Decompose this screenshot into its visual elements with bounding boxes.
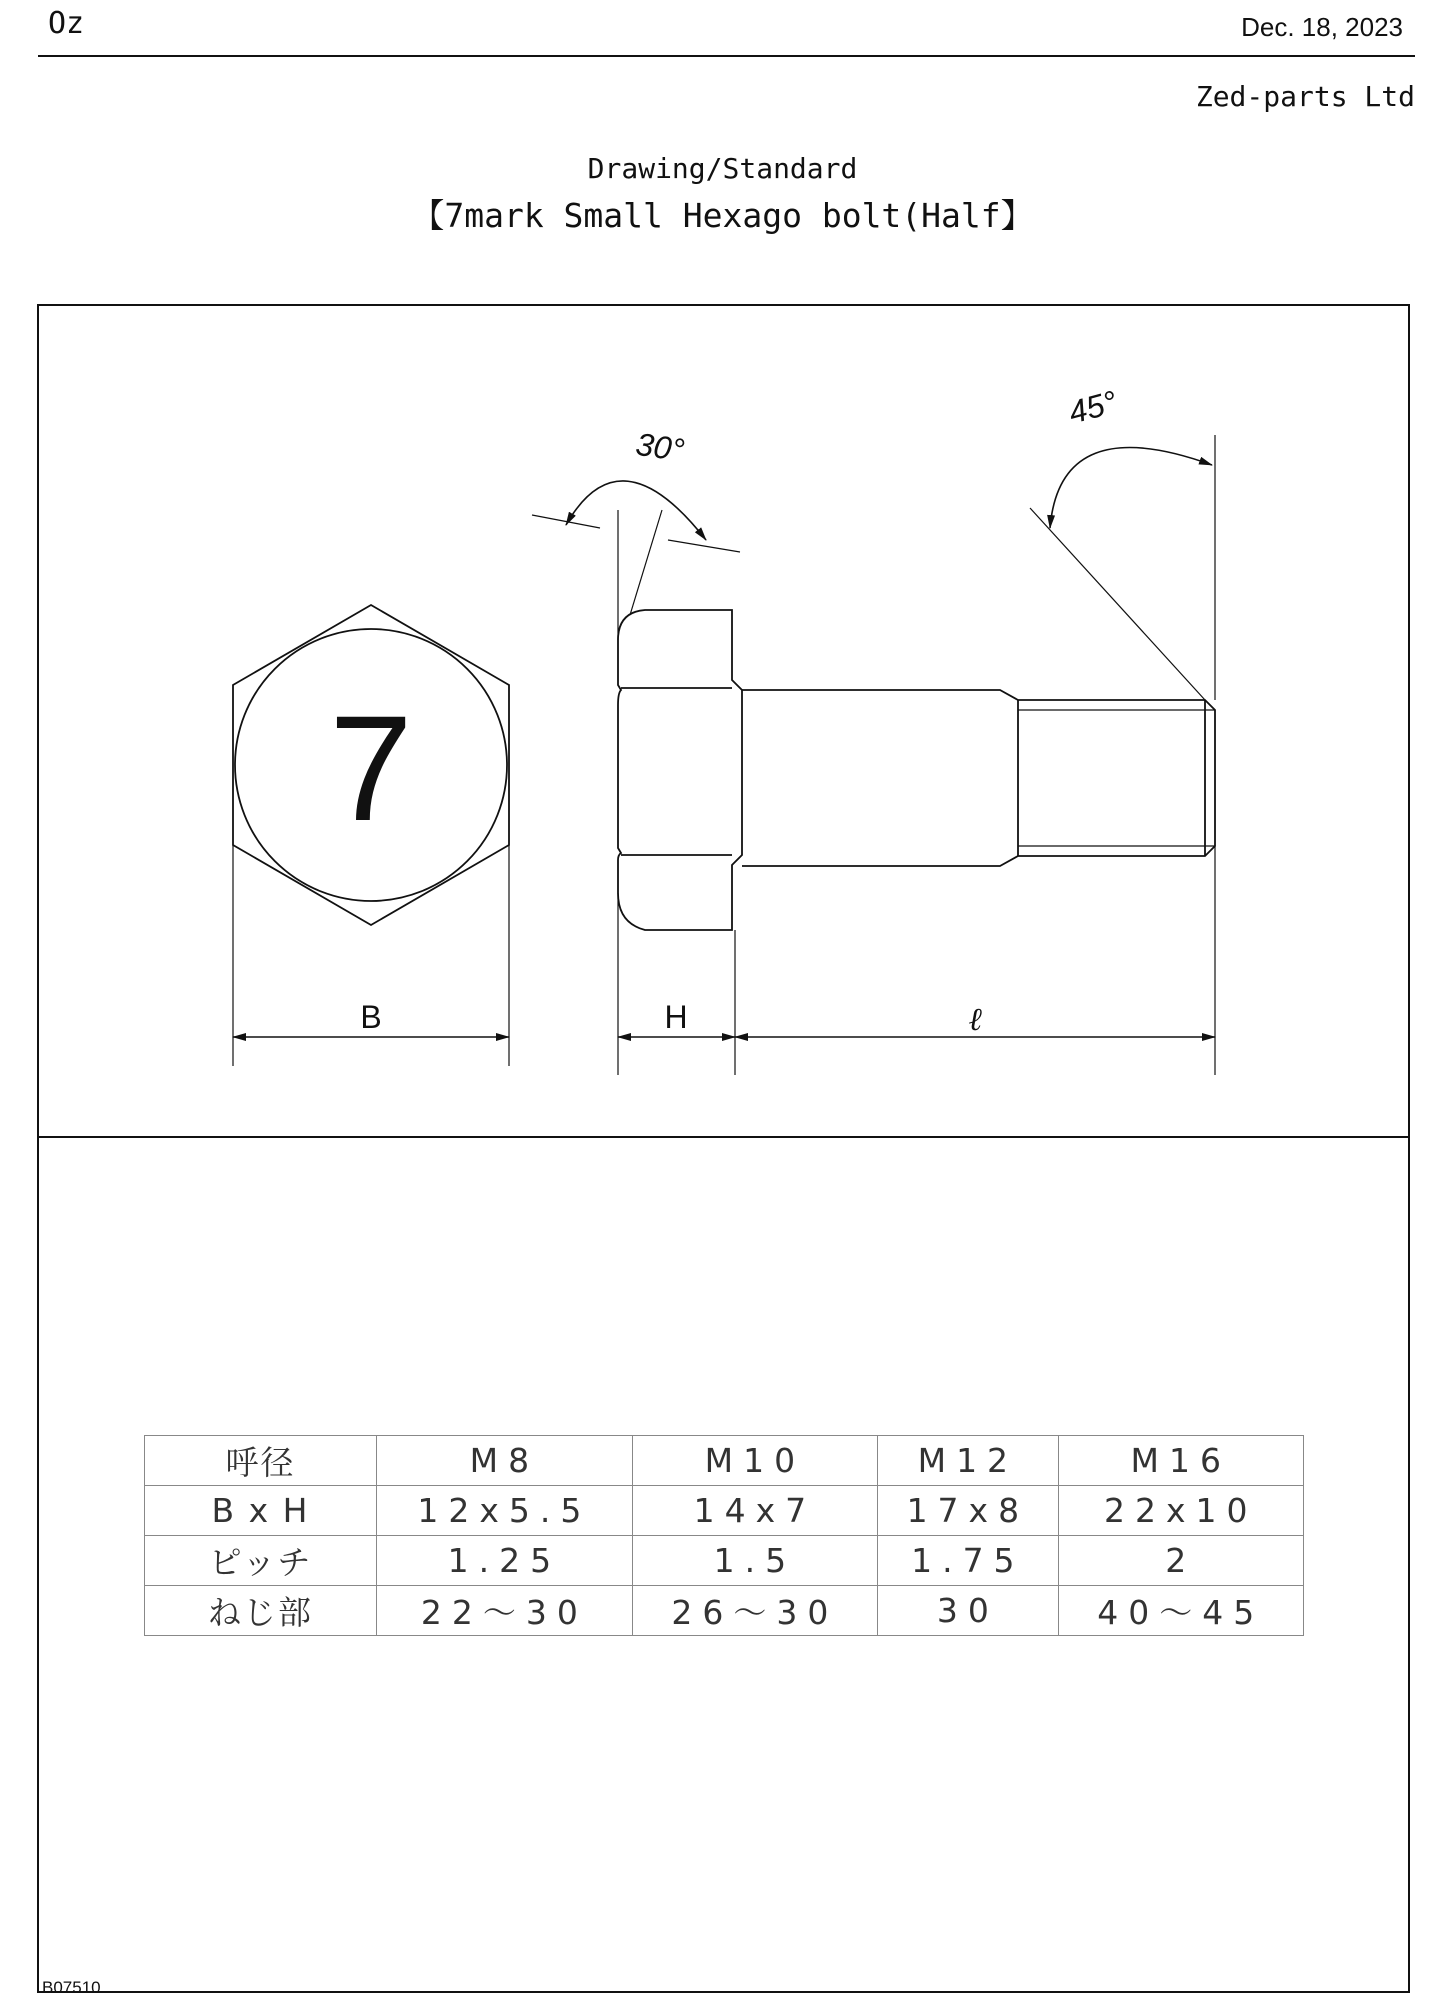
table-cell: 14x7 [632, 1486, 877, 1536]
table-cell: 12x5.5 [377, 1486, 633, 1536]
table-cell: M12 [878, 1436, 1058, 1486]
row-label: ねじ部 [145, 1586, 377, 1636]
row-label: ピッチ [145, 1536, 377, 1586]
title-line-2: 【7mark Small Hexago bolt(Half】 [411, 196, 1034, 235]
header-left-text: Oz [48, 6, 85, 41]
table-cell: 17x8 [878, 1486, 1058, 1536]
table-cell: 2 [1058, 1536, 1303, 1586]
table-cell: 22～30 [377, 1586, 633, 1636]
table-row [145, 1536, 1304, 1586]
drawing-code: B07510 [42, 1978, 101, 1997]
angle-45-arc [1050, 448, 1212, 528]
table-cell: M10 [632, 1436, 877, 1486]
angle-30-label: 30° [633, 425, 687, 469]
header-date: Dec. 18, 2023 [1241, 12, 1403, 42]
table-cell: M16 [1058, 1436, 1303, 1486]
table-cell: 26～30 [632, 1586, 877, 1636]
bolt-shank [742, 690, 1215, 866]
table-cell: M8 [377, 1436, 633, 1486]
table-row [145, 1586, 1304, 1636]
table-cell: 1.25 [377, 1536, 633, 1586]
row-label: 呼径 [145, 1436, 377, 1486]
table-cell: 1.5 [632, 1536, 877, 1586]
table-cell: 22x10 [1058, 1486, 1303, 1536]
table-cell: 30 [878, 1586, 1058, 1636]
table-row [145, 1486, 1304, 1536]
title-line-1: Drawing/Standard [587, 152, 858, 185]
company-name: Zed-parts Ltd [1195, 80, 1415, 113]
table-row [145, 1436, 1304, 1486]
dim-l-label: ℓ [968, 1000, 982, 1038]
bolt-head-side [618, 610, 742, 930]
dim-h-label: H [664, 999, 688, 1035]
angle-45-label: 45° [1064, 383, 1121, 431]
dim-b-label: B [360, 999, 382, 1035]
row-label: B x H [145, 1486, 377, 1536]
angle-30-arc [566, 481, 706, 540]
head-mark-7: 7 [329, 684, 413, 852]
spec-table [144, 1435, 1304, 1636]
table-cell: 1.75 [878, 1536, 1058, 1586]
table-cell: 40～45 [1058, 1586, 1303, 1636]
